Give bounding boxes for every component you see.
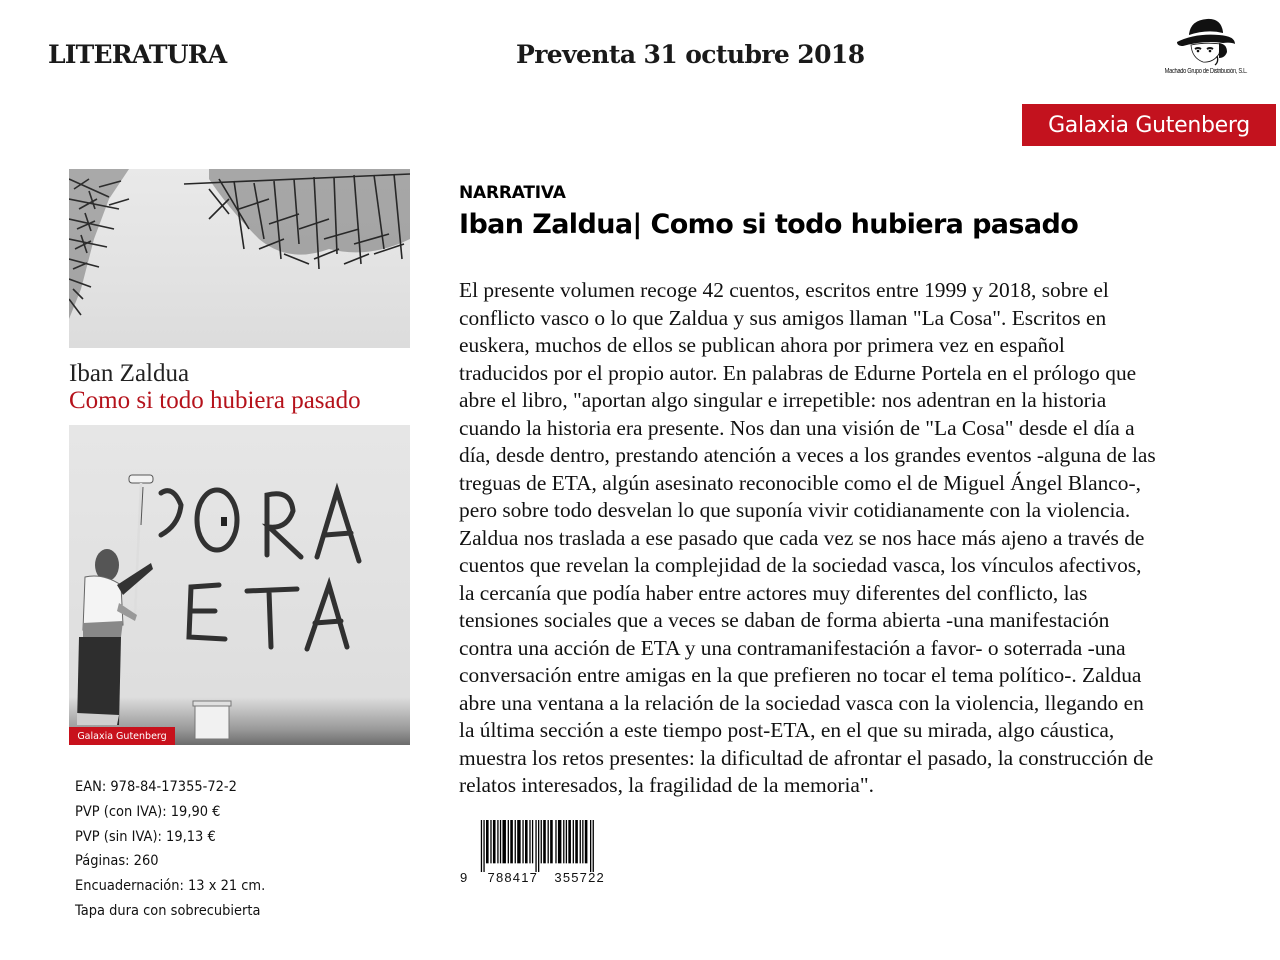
tree-branches-image [69,169,410,348]
spec-price-without-vat: PVP (sin IVA): 19,13 € [75,828,216,845]
synopsis-line: tensiones sociales que a veces se daban de forma abierta -una manifestación [459,608,1110,632]
synopsis-line: cuando la historia era presente. Nos dan una visión de "La Cosa" desde el día a [459,415,1135,440]
barcode-digit-right: 355722 [554,870,605,885]
synopsis-line: contra una acción de ETA y una contramanifestación a favor- o soterrada -una [459,635,1126,660]
spec-pages: Páginas: 260 [75,853,159,870]
barcode-icon [472,820,604,872]
synopsis-line: conversación entre amigas en la que prefieren no tocar el tema político-. Zaldua [459,663,1142,687]
barcode-digit-left: 788417 [487,870,539,885]
synopsis-line: cuentos que revelan la complejidad de la sociedad vasca, los vínculos afectivos, [459,553,1142,577]
synopsis-line: relatos interesados, la fragilidad de la memoria". [459,773,874,797]
barcode-digit-prefix: 9 [460,870,468,885]
synopsis-line: la última sección a este tiempo post-ETA, en el que su mirada, algo cáustica, [459,718,1115,742]
publisher-banner: Galaxia Gutenberg [1022,104,1276,146]
synopsis-line: treguas de ETA, algún asesinato reconocible como el de Miguel Ángel Blanco-, [459,470,1141,495]
book-cover [69,169,410,745]
synopsis-line: conflicto vasco o lo que Zaldua y sus amigos llaman "La Cosa". Escritos en [459,305,1107,330]
synopsis-line: día, desde dentro, prestando atención a veces a los grandes eventos -alguna de las [459,443,1156,467]
synopsis-line: El presente volumen recoge 42 cuentos, escritos entre 1999 y 2018, sobre el [459,278,1109,302]
synopsis-line: abre el libro, "aportan algo singular e irrepetible: nos adentran en la historia [459,388,1107,412]
cover-main-photo [69,425,410,745]
synopsis-line: Zaldua nos traslada a ese pasado que cada vez se nos hace más ajeno a través de [459,525,1145,550]
distributor-name: Machado Grupo de Distribución, S.L. [1164,68,1248,75]
synopsis-line: muestra los retos presentes: la dificultad de afrontar el pasado, la construcción de [459,745,1154,770]
spec-binding: Encuadernación: 13 x 21 cm. [75,878,266,895]
synopsis-line: la cercanía que podía haber entre actores muy diferentes del conflicto, las [459,580,1088,605]
graffiti-wall-image [69,425,410,745]
cover-top-photo [69,169,410,348]
book-specs [75,775,280,924]
cover-author: Iban Zaldua [69,360,190,387]
synopsis-line: abre una ventana a la relación de la sociedad vasca con la violencia, llegando en [459,690,1144,715]
man-with-hat-icon [1175,16,1237,66]
cover-publisher-badge: Galaxia Gutenberg [69,727,175,745]
spec-ean: EAN: 978-84-17355-72-2 [75,779,237,795]
barcode-digits [460,870,605,885]
distributor-logo [1150,16,1262,82]
genre-label: NARRATIVA [459,183,566,203]
synopsis-line: traducidos por el propio autor. En palabras de Edurne Portela en el prólogo que [459,360,1137,385]
synopsis-line: euskera, muchos de ellos se publican ahora por primera vez en español [459,333,1065,357]
section-label: LITERATURA [48,40,227,69]
book-heading: Iban Zaldua| Como si todo hubiera pasado [459,209,1079,240]
spec-price-with-vat: PVP (con IVA): 19,90 € [75,803,221,820]
cover-title: Como si todo hubiera pasado [69,387,361,414]
presale-date: Preventa 31 octubre 2018 [516,40,865,69]
barcode [460,818,605,888]
synopsis-line: pero sobre todo desvelan lo que suponía vivir cotidianamente con la violencia. [459,498,1131,522]
synopsis [459,277,1229,800]
spec-cover-type: Tapa dura con sobrecubierta [75,902,261,919]
